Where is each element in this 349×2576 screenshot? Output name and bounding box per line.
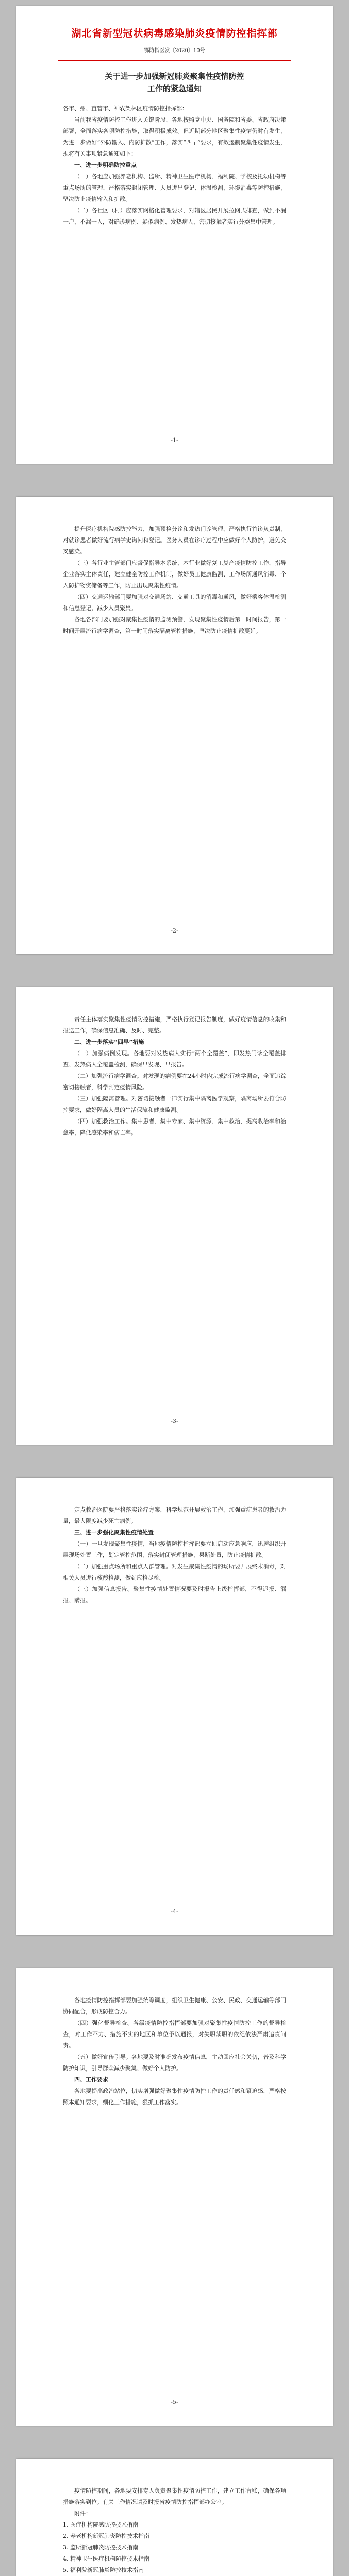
page-content — [63, 1995, 286, 2108]
paragraph: 疫情防控期间，各地要安排专人负责聚集性疫情防控工作，建立工作台账，确保各项措施落实到位。有关工作情况请及时报省疫情防控指挥部办公室。 — [63, 2487, 286, 2505]
paragraph: （二）加强重点场所和重点人群管理。对发生聚集性疫情的场所要开展终末消毒，对相关人员进行核酸检测，做到应检尽检。 — [63, 1563, 286, 1581]
paragraph: 各地疫情防控指挥部要加强统筹调度，组织卫生健康、公安、民政、交通运输等部门协同配合，形成防控合力。 — [63, 1997, 286, 2015]
section-heading: 四、工作要求 — [74, 2076, 108, 2083]
paragraph: 3. 监所新冠肺炎防控技术指南 — [63, 2544, 138, 2551]
paragraph: 当前我省疫情防控工作进入关键阶段，各地按照党中央、国务院和省委、省政府决策部署，全面落实各项防控措施，取得积极成效。但近期部分地区聚集性疫情仍时有发生，为进一步做好“外防输入、内防扩散”工作，落实“四早”要求，有效遏制聚集性疫情发生，现将有关事项紧急通知如下： — [63, 116, 286, 157]
paragraph: 各地各部门要加强对聚集性疫情的监测预警，发现聚集性疫情后第一时间报告，第一时间开展流行病学调查，第一时间落实隔离管控措施，坚决防止疫情扩散蔓延。 — [63, 616, 286, 634]
paragraph: 5. 福利院新冠肺炎防控技术指南 — [63, 2567, 144, 2573]
document-page-1 — [16, 6, 333, 464]
red-header-title: 湖北省新型冠状病毒感染肺炎疫情防控指挥部 — [71, 28, 278, 39]
paragraph: 定点救治医院要严格落实诊疗方案，科学规范开展救治工作，加强重症患者的救治力量，最大限度减少死亡病例。 — [63, 1506, 286, 1524]
page-content — [63, 2485, 286, 2576]
document-page-5 — [16, 1968, 333, 2426]
section-heading: 二、进一步落实“四早”措施 — [74, 1039, 144, 1045]
section-heading: 一、进一步明确防控重点 — [74, 162, 137, 168]
paragraph: 2. 养老机构新冠肺炎防控技术指南 — [63, 2533, 149, 2539]
title-line-1: 关于进一步加强新冠肺炎聚集性疫情防控 — [105, 72, 244, 81]
document-page-3 — [16, 987, 333, 1445]
paragraph: 责任主体落实聚集性疫情防控措施，严格执行登记报告制度，做好疫情信息的收集和报送工作，确保信息准确、及时、完整。 — [63, 1016, 286, 1034]
document-page-6 — [16, 2459, 333, 2576]
paragraph: 4. 精神卫生医疗机构防控技术指南 — [63, 2555, 149, 2562]
document-page-4 — [16, 1478, 333, 1935]
paragraph: （五）做好宣传引导。各地要及时准确发布疫情信息，主动回应社会关切，普及科学防护知识，引导群众减少聚集、做好个人防护。 — [63, 2054, 286, 2072]
paragraph: （一）加强病例发现。各地要对发热病人实行“两个全覆盖”，即发热门诊全覆盖排查、发热病人全覆盖检测，确保早发现、早报告。 — [63, 1050, 286, 1068]
title-line-2: 工作的紧急通知 — [147, 84, 202, 93]
paragraph: （二）各社区（村）应落实网格化管理要求，对辖区居民开展拉网式排查，做到不漏一户、不漏一人，对确诊病例、疑似病例、发热病人、密切接触者实行分类集中管理。 — [63, 207, 286, 225]
paragraph: （一）一旦发现聚集性疫情，当地疫情防控指挥部要立即启动应急响应，迅速组织开展现场处置工作，划定管控范围，落实封闭管理措施，果断处置，防止疫情扩散。 — [63, 1540, 286, 1558]
paragraph: （三）加强信息报告。聚集性疫情处置情况要及时报告上级指挥部，不得迟报、漏报、瞒报。 — [63, 1586, 286, 1604]
paragraph: 1. 医疗机构院感防控技术指南 — [63, 2521, 138, 2528]
paragraph: 附件： — [74, 2510, 91, 2517]
page-content — [63, 1504, 286, 1606]
paragraph: （四）交通运输部门要加强对交通场站、交通工具的消毒和通风，做好乘客体温检测和信息登记，减少人员聚集。 — [63, 594, 286, 612]
paragraph: 各市、州、直管市、神农架林区疫情防控指挥部： — [63, 105, 188, 112]
paragraph: 各地要提高政治站位，切实增强做好聚集性疫情防控工作的责任感和紧迫感，严格按照本通知要求，细化工作措施，狠抓工作落实。 — [63, 2088, 286, 2106]
page-number: -2- — [171, 927, 178, 934]
page-number: -1- — [171, 437, 178, 444]
page-content — [63, 1014, 286, 1139]
paragraph: （三）加强隔离管理。对密切接触者一律实行集中隔离医学观察，隔离场所要符合防控要求，做好隔离人员的生活保障和健康监测。 — [63, 1095, 286, 1113]
page-number: -5- — [171, 2399, 178, 2405]
paragraph: （三）各行业主管部门应督促指导本系统、本行业做好复工复产疫情防控工作，指导企业落实主体责任，建立健全防控工作机制，做好员工健康监测、工作场所通风消毒、个人防护物资储备等工作，防止出现聚集性疫情。 — [63, 560, 286, 589]
document-page-2 — [16, 497, 333, 954]
red-divider-line — [58, 60, 291, 61]
document-title — [63, 70, 286, 95]
paragraph: 提升医疗机构院感防控能力，加强预检分诊和发热门诊管理，严格执行首诊负责制，对就诊患者做好流行病学史询问和登记。医务人员在诊疗过程中应做好个人防护，避免交叉感染。 — [63, 526, 286, 555]
paragraph: （四）强化督导检查。各级疫情防控指挥部要加强对聚集性疫情防控工作的督导检查，对工作不力、措施不实的地区和单位予以通报，对失职渎职的依纪依法严肃追责问责。 — [63, 2020, 286, 2049]
page-content — [63, 103, 286, 228]
document-number: 鄂防指医发〔2020〕10号 — [144, 48, 205, 54]
page-content — [63, 523, 286, 637]
page-number: -4- — [171, 1908, 178, 1915]
page-number: -3- — [171, 1418, 178, 1425]
section-heading: 三、进一步强化聚集性疫情处置 — [74, 1529, 154, 1536]
paragraph: （四）加强救治工作。集中患者、集中专家、集中资源、集中救治，提高收治率和治愈率，降低感染率和病亡率。 — [63, 1118, 286, 1136]
paragraph: （一）各地应加强养老机构、监所、精神卫生医疗机构、福利院、学校及托幼机构等重点场所的管理，严格落实封闭管理、人员进出登记、体温检测、环境消毒等防控措施，坚决防止疫情输入和扩散。 — [63, 173, 286, 202]
paragraph: （二）加强流行病学调查。对发现的病例要在24小时内完成流行病学调查，全面追踪密切接触者，科学判定疫情风险。 — [63, 1073, 286, 1091]
